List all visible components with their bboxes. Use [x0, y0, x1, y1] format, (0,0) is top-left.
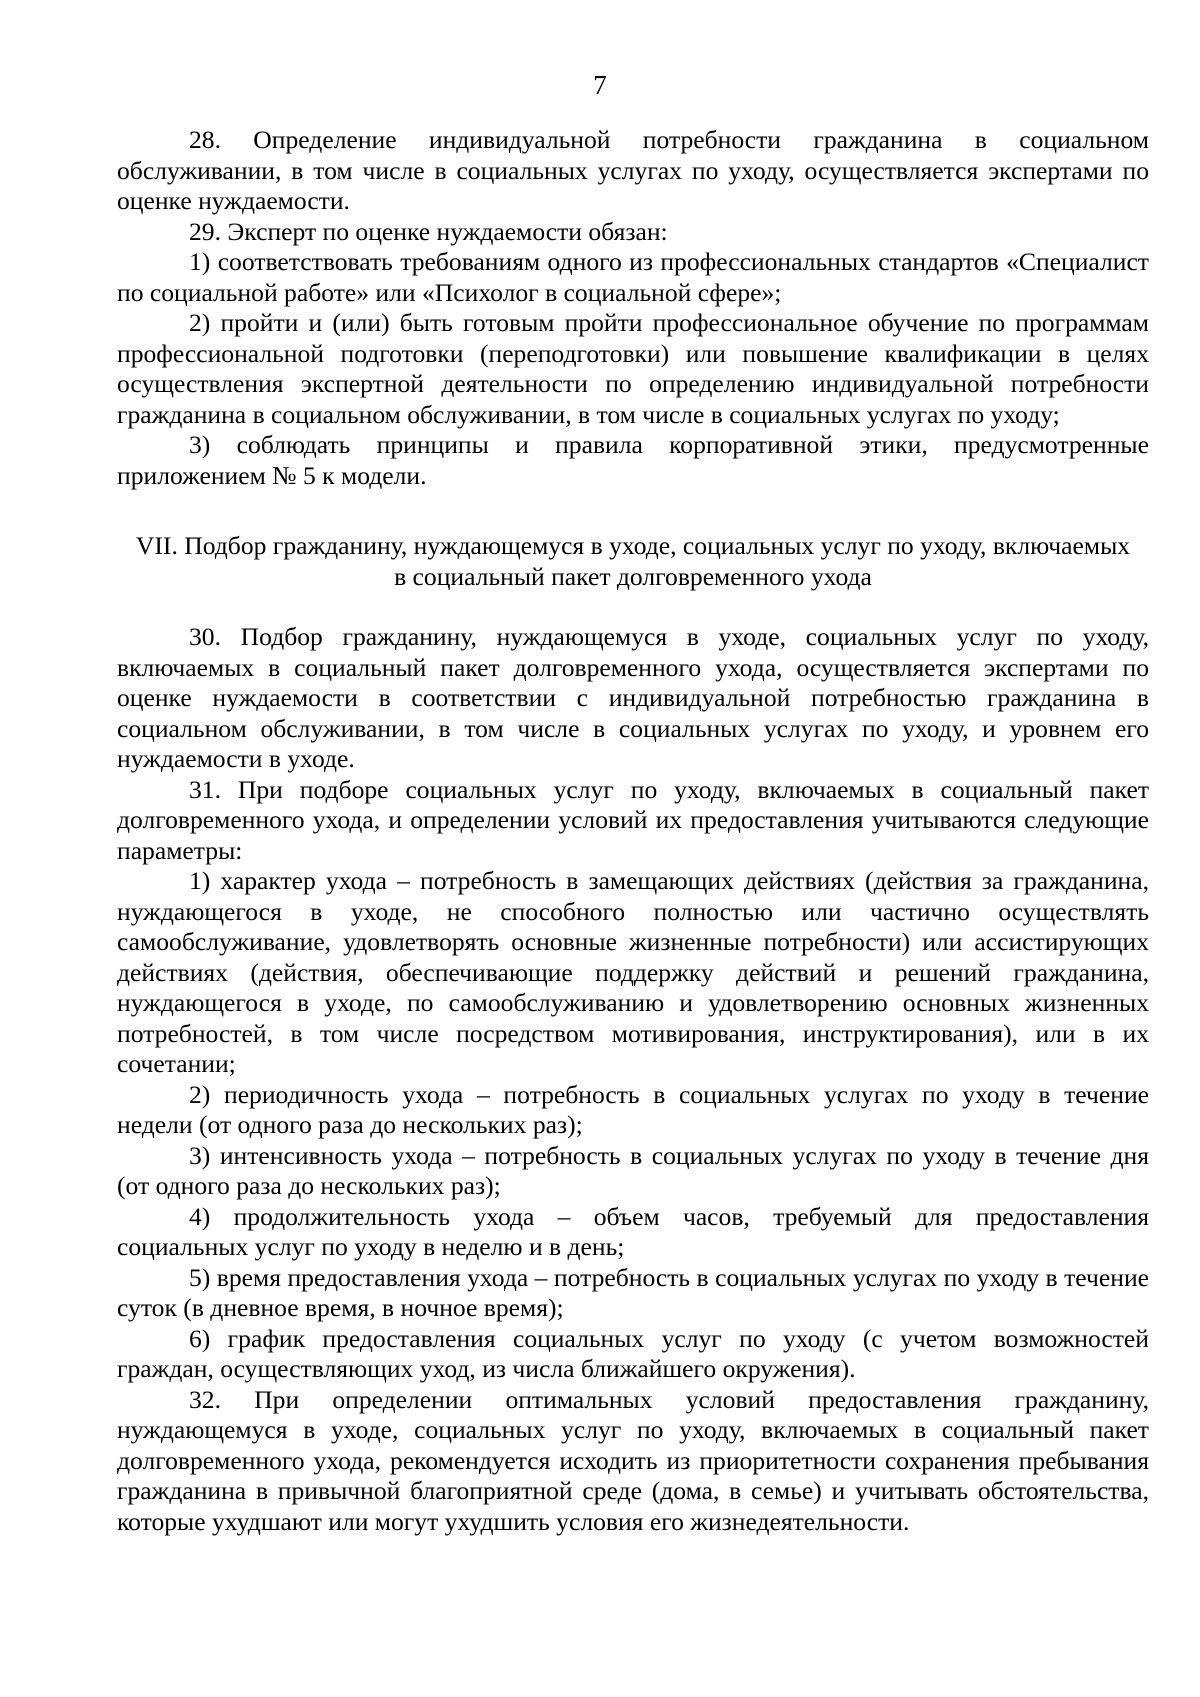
paragraph-30: 30. Подбор гражданину, нуждающемуся в уходе, социальных услуг по уходу, включаемых в социальный пакет долговременного ухода, осуществляется экспертами по оценке нуждаемости в соответствии с индивидуальной потребностью гражданина в социальном обслуживании, в том числе в социальных услугах по уходу, и уровнем его нуждаемости в уходе. — [117, 622, 1149, 773]
list-item-31-1: 1) характер ухода – потребность в замещающих действиях (действия за гражданина, нуждающегося в уходе, не способного полностью или частично осуществлять самообслуживание, удовлетворять основные жизненные потребности) или ассистирующих действиях (действия, обеспечивающие поддержку действий и решений гражданина, нуждающегося в уходе, по самообслуживанию и удовлетворению основных жизненных потребностей, в том числе посредством мотивирования, инструктирования), или в их сочетании; — [117, 866, 1149, 1078]
paragraph-31: 31. При подборе социальных услуг по уходу, включаемых в социальный пакет долговременного ухода, и определении условий их предоставления учитываются следующие параметры: — [117, 774, 1149, 865]
list-item-29-3: 3) соблюдать принципы и правила корпоративной этики, предусмотренные приложением № 5 к модели. — [117, 430, 1149, 490]
document-body — [117, 125, 1149, 1537]
list-item-31-5: 5) время предоставления ухода – потребность в социальных услугах по уходу в течение суток (в дневное время, в ночное время); — [117, 1262, 1149, 1322]
section-heading-line-2: в социальный пакет долговременного ухода — [394, 561, 872, 591]
list-item-31-6: 6) график предоставления социальных услуг по уходу (с учетом возможностей граждан, осуществляющих уход, из числа ближайшего окружения). — [117, 1323, 1149, 1383]
list-item-31-3: 3) интенсивность ухода – потребность в социальных услугах по уходу в течение дня (от одного раза до нескольких раз); — [117, 1140, 1149, 1200]
list-item-31-2: 2) периодичность ухода – потребность в социальных услугах по уходу в течение недели (от одного раза до нескольких раз); — [117, 1079, 1149, 1139]
paragraph-32: 32. При определении оптимальных условий предоставления гражданину, нуждающемуся в уходе, социальных услуг по уходу, включаемых в социальный пакет долговременного ухода, рекомендуется исходить из приоритетности сохранения пребывания гражданина в привычной благоприятной среде (дома, в семье) и учитывать обстоятельства, которые ухудшают или могут ухудшить условия его жизнедеятельности. — [117, 1384, 1149, 1536]
section-heading-line-1: VII. Подбор гражданину, нуждающемуся в уходе, социальных услуг по уходу, включаемых — [135, 531, 1131, 560]
paragraph-28: 28. Определение индивидуальной потребности гражданина в социальном обслуживании, в том числе в социальных услугах по уходу, осуществляется экспертами по оценке нуждаемости. — [117, 125, 1149, 215]
list-item-29-2: 2) пройти и (или) быть готовым пройти профессиональное обучение по программам профессиональной подготовки (переподготовки) или повышение квалификации в целях осуществления экспертной деятельности по определению индивидуальной потребности гражданина в социальном обслуживании, в том числе в социальных услугах по уходу; — [117, 308, 1149, 429]
page-number: 7 — [593, 70, 607, 100]
list-item-29-1: 1) соответствовать требованиям одного из профессиональных стандартов «Специалист по социальной работе» или «Психолог в социальной сфере»; — [117, 247, 1149, 307]
paragraph-29: 29. Эксперт по оценке нуждаемости обязан: — [189, 216, 668, 246]
list-item-31-4: 4) продолжительность ухода – объем часов, требуемый для предоставления социальных услуг по уходу в неделю и в день; — [117, 1201, 1149, 1261]
section-heading — [117, 531, 1149, 592]
